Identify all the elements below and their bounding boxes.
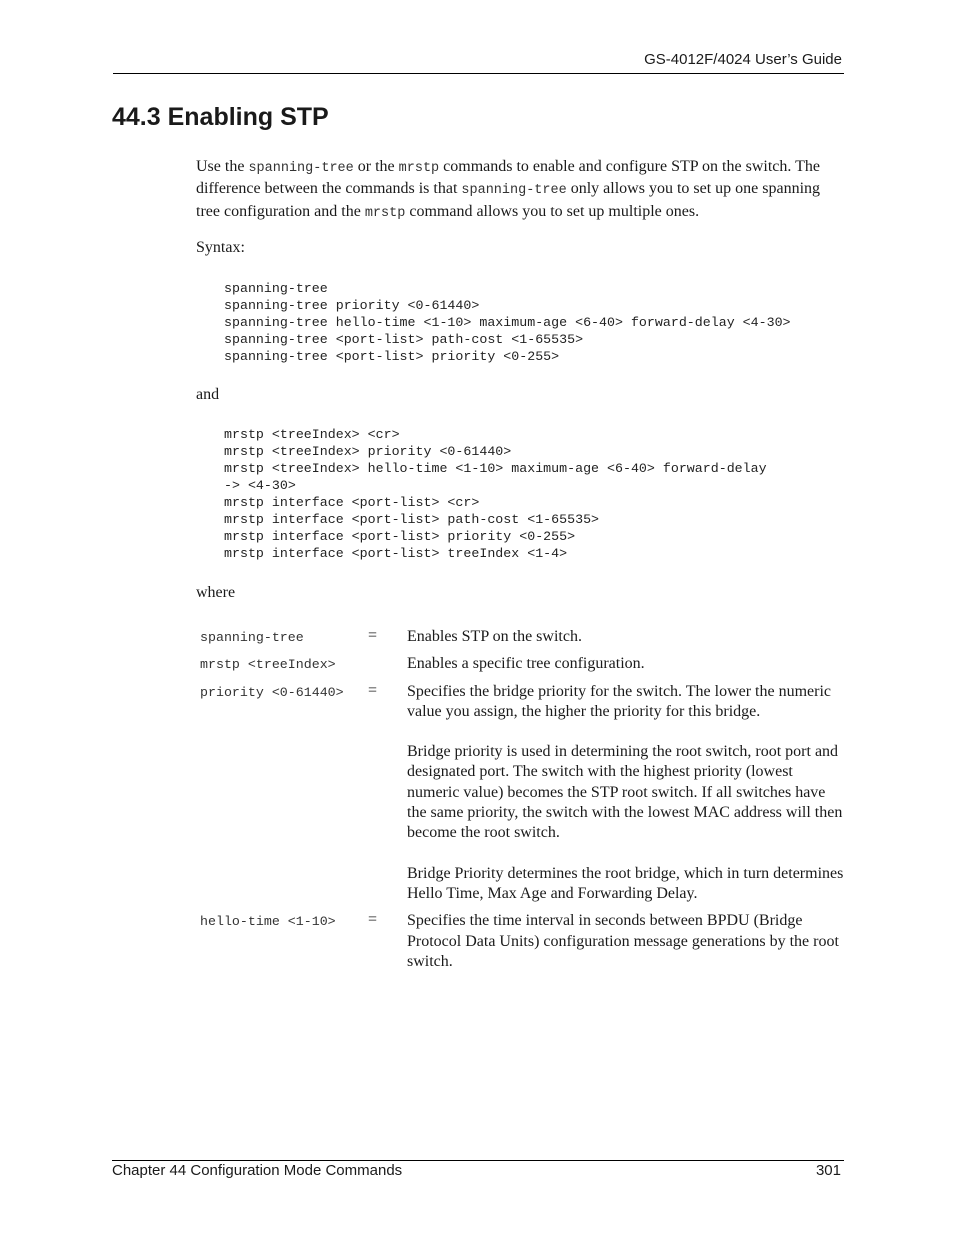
code-line: mrstp <treeIndex> priority <0-61440>: [224, 444, 512, 459]
description-paragraph: Specifies the time interval in seconds between BPDU (Bridge Protocol Data Units) configuration message generations by the root switch.: [407, 912, 839, 970]
section-heading: 44.3 Enabling STP: [112, 103, 329, 131]
parameter-name: priority <0-61440>: [200, 684, 344, 700]
equals-sign: =: [368, 627, 378, 644]
parameter-description: [407, 654, 847, 681]
equals-sign: =: [368, 681, 378, 699]
inline-code: spanning-tree: [248, 161, 354, 176]
parameter-description: [407, 627, 847, 654]
header-rule: [113, 73, 844, 74]
parameter-table: [196, 627, 847, 979]
spanning-tree-syntax-block: [224, 280, 791, 365]
table-row: [196, 627, 847, 654]
inline-code: mrstp: [364, 205, 406, 221]
syntax-label: Syntax:: [196, 239, 245, 256]
parameter-description: [407, 911, 847, 979]
description-paragraph: Enables STP on the switch.: [407, 628, 582, 645]
footer-rule: [112, 1160, 844, 1161]
inline-code: mrstp: [398, 161, 440, 176]
code-line: mrstp interface <port-list> <cr>: [224, 495, 480, 510]
intro-text: Use the: [196, 158, 249, 175]
parameter-name: hello-time <1-10>: [200, 914, 336, 930]
code-line: spanning-tree: [224, 281, 328, 296]
code-line: mrstp interface <port-list> treeIndex <1-4>: [224, 546, 568, 561]
intro-paragraph: [196, 157, 846, 224]
where-label: where: [196, 584, 236, 601]
equals-sign: =: [368, 911, 378, 929]
description-paragraph: Enables a specific tree configuration.: [407, 655, 645, 673]
code-line: mrstp <treeIndex> <cr>: [224, 427, 400, 442]
intro-text: or the: [353, 158, 399, 175]
code-line: mrstp interface <port-list> priority <0-255>: [224, 529, 576, 544]
code-line: spanning-tree priority <0-61440>: [224, 298, 480, 313]
intro-text: command allows you to set up multiple ones.: [405, 202, 700, 220]
footer-chapter: Chapter 44 Configuration Mode Commands: [112, 1162, 403, 1179]
page-number: 301: [815, 1162, 841, 1179]
parameter-description: [407, 682, 847, 912]
intro-text: only allows you to set up one spanning tree configuration and the: [196, 180, 821, 220]
table-row: [196, 654, 847, 681]
mrstp-syntax-block: [224, 426, 767, 562]
code-line: mrstp interface <port-list> path-cost <1-65535>: [224, 512, 600, 527]
code-line: spanning-tree hello-time <1-10> maximum-age <6-40> forward-delay <4-30>: [224, 315, 791, 330]
code-line: spanning-tree <port-list> priority <0-255>: [224, 349, 560, 364]
parameter-name: spanning-tree: [200, 630, 304, 645]
code-line: spanning-tree <port-list> path-cost <1-65535>: [224, 332, 584, 347]
intro-text: commands to enable and configure STP on the switch. The difference between the commands is that: [196, 158, 820, 198]
description-paragraph: Specifies the bridge priority for the switch. The lower the numeric value you assign, the higher the priority for this bridge.: [407, 682, 832, 720]
running-header: GS-4012F/4024 User’s Guide: [644, 51, 842, 68]
table-row: [196, 911, 847, 979]
table-row: [196, 682, 847, 912]
description-paragraph: Bridge priority is used in determining the root switch, root port and designated port. The switch with the highest priority (lowest numeric value) becomes the STP root switch. If all switches have the same priority, the switch with the lowest MAC address will then become the root switch.: [407, 743, 843, 842]
equals-sign: [361, 654, 407, 681]
inline-code: spanning-tree: [461, 183, 567, 199]
code-line: -> <4-30>: [224, 478, 296, 493]
description-paragraph: Bridge Priority determines the root bridge, which in turn determines Hello Time, Max Age and Forwarding Delay.: [407, 864, 844, 902]
parameter-name: mrstp <treeIndex>: [200, 657, 336, 673]
code-line: mrstp <treeIndex> hello-time <1-10> maximum-age <6-40> forward-delay: [224, 461, 767, 476]
and-label: and: [196, 386, 220, 403]
